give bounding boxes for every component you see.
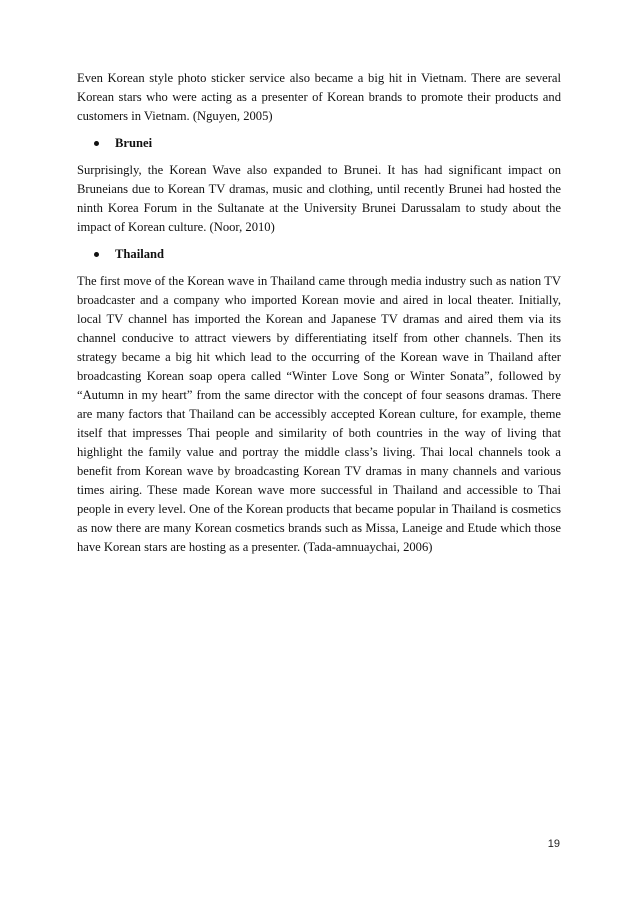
document-body — [77, 69, 561, 557]
section-heading-brunei — [77, 134, 561, 153]
page-number: 19 — [547, 838, 560, 850]
heading-brunei-label: Brunei — [115, 136, 153, 150]
section-heading-thailand — [77, 245, 561, 264]
heading-thailand-label: Thailand — [115, 247, 165, 261]
paragraph-thailand: The first move of the Korean wave in Thailand came through media industry such as nation TV broadcaster and a company who imported Korean movie and aired in local theater. Initially, local TV channel has imported the Korean and Japanese TV dramas and aired them via its channel conducive to attract viewers by differentiating itself from other channels. Then its strategy became a big hit which lead to the occurring of the Korean wave in Thailand after broadcasting Korean soap opera called “Winter Love Song or Winter Sonata”, followed by “Autumn in my heart” from the same director with the concept of four seasons dramas. There are many factors that Thailand can be accessibly accepted Korean culture, for example, theme itself that impresses Thai people and similarity of both countries in the way of living that highlight the family value and portray the middle class’s living. Thai local channels took a benefit from Korean wave by broadcasting Korean TV dramas in many channels and various times airing. These made Korean wave more successful in Thailand and accessible to Thai people in every level. One of the Korean products that became popular in Thailand is cosmetics as now there are many Korean cosmetics brands such as Missa, Laneige and Etude which those have Korean stars are hosting as a presenter. (Tada-amnuaychai, 2006) — [77, 274, 561, 554]
bullet-icon — [94, 252, 99, 257]
paragraph-brunei: Surprisingly, the Korean Wave also expanded to Brunei. It has had significant impact on Bruneians due to Korean TV dramas, music and clothing, until recently Brunei had hosted the ninth Korea Forum in the Sultanate at the University Brunei Darussalam to study about the impact of Korean culture. (Noor, 2010) — [77, 163, 561, 234]
bullet-icon — [94, 141, 99, 146]
paragraph-vietnam: Even Korean style photo sticker service also became a big hit in Vietnam. There are several Korean stars who were acting as a presenter of Korean brands to promote their products and customers in Vietnam. (Nguyen, 2005) — [77, 71, 561, 123]
